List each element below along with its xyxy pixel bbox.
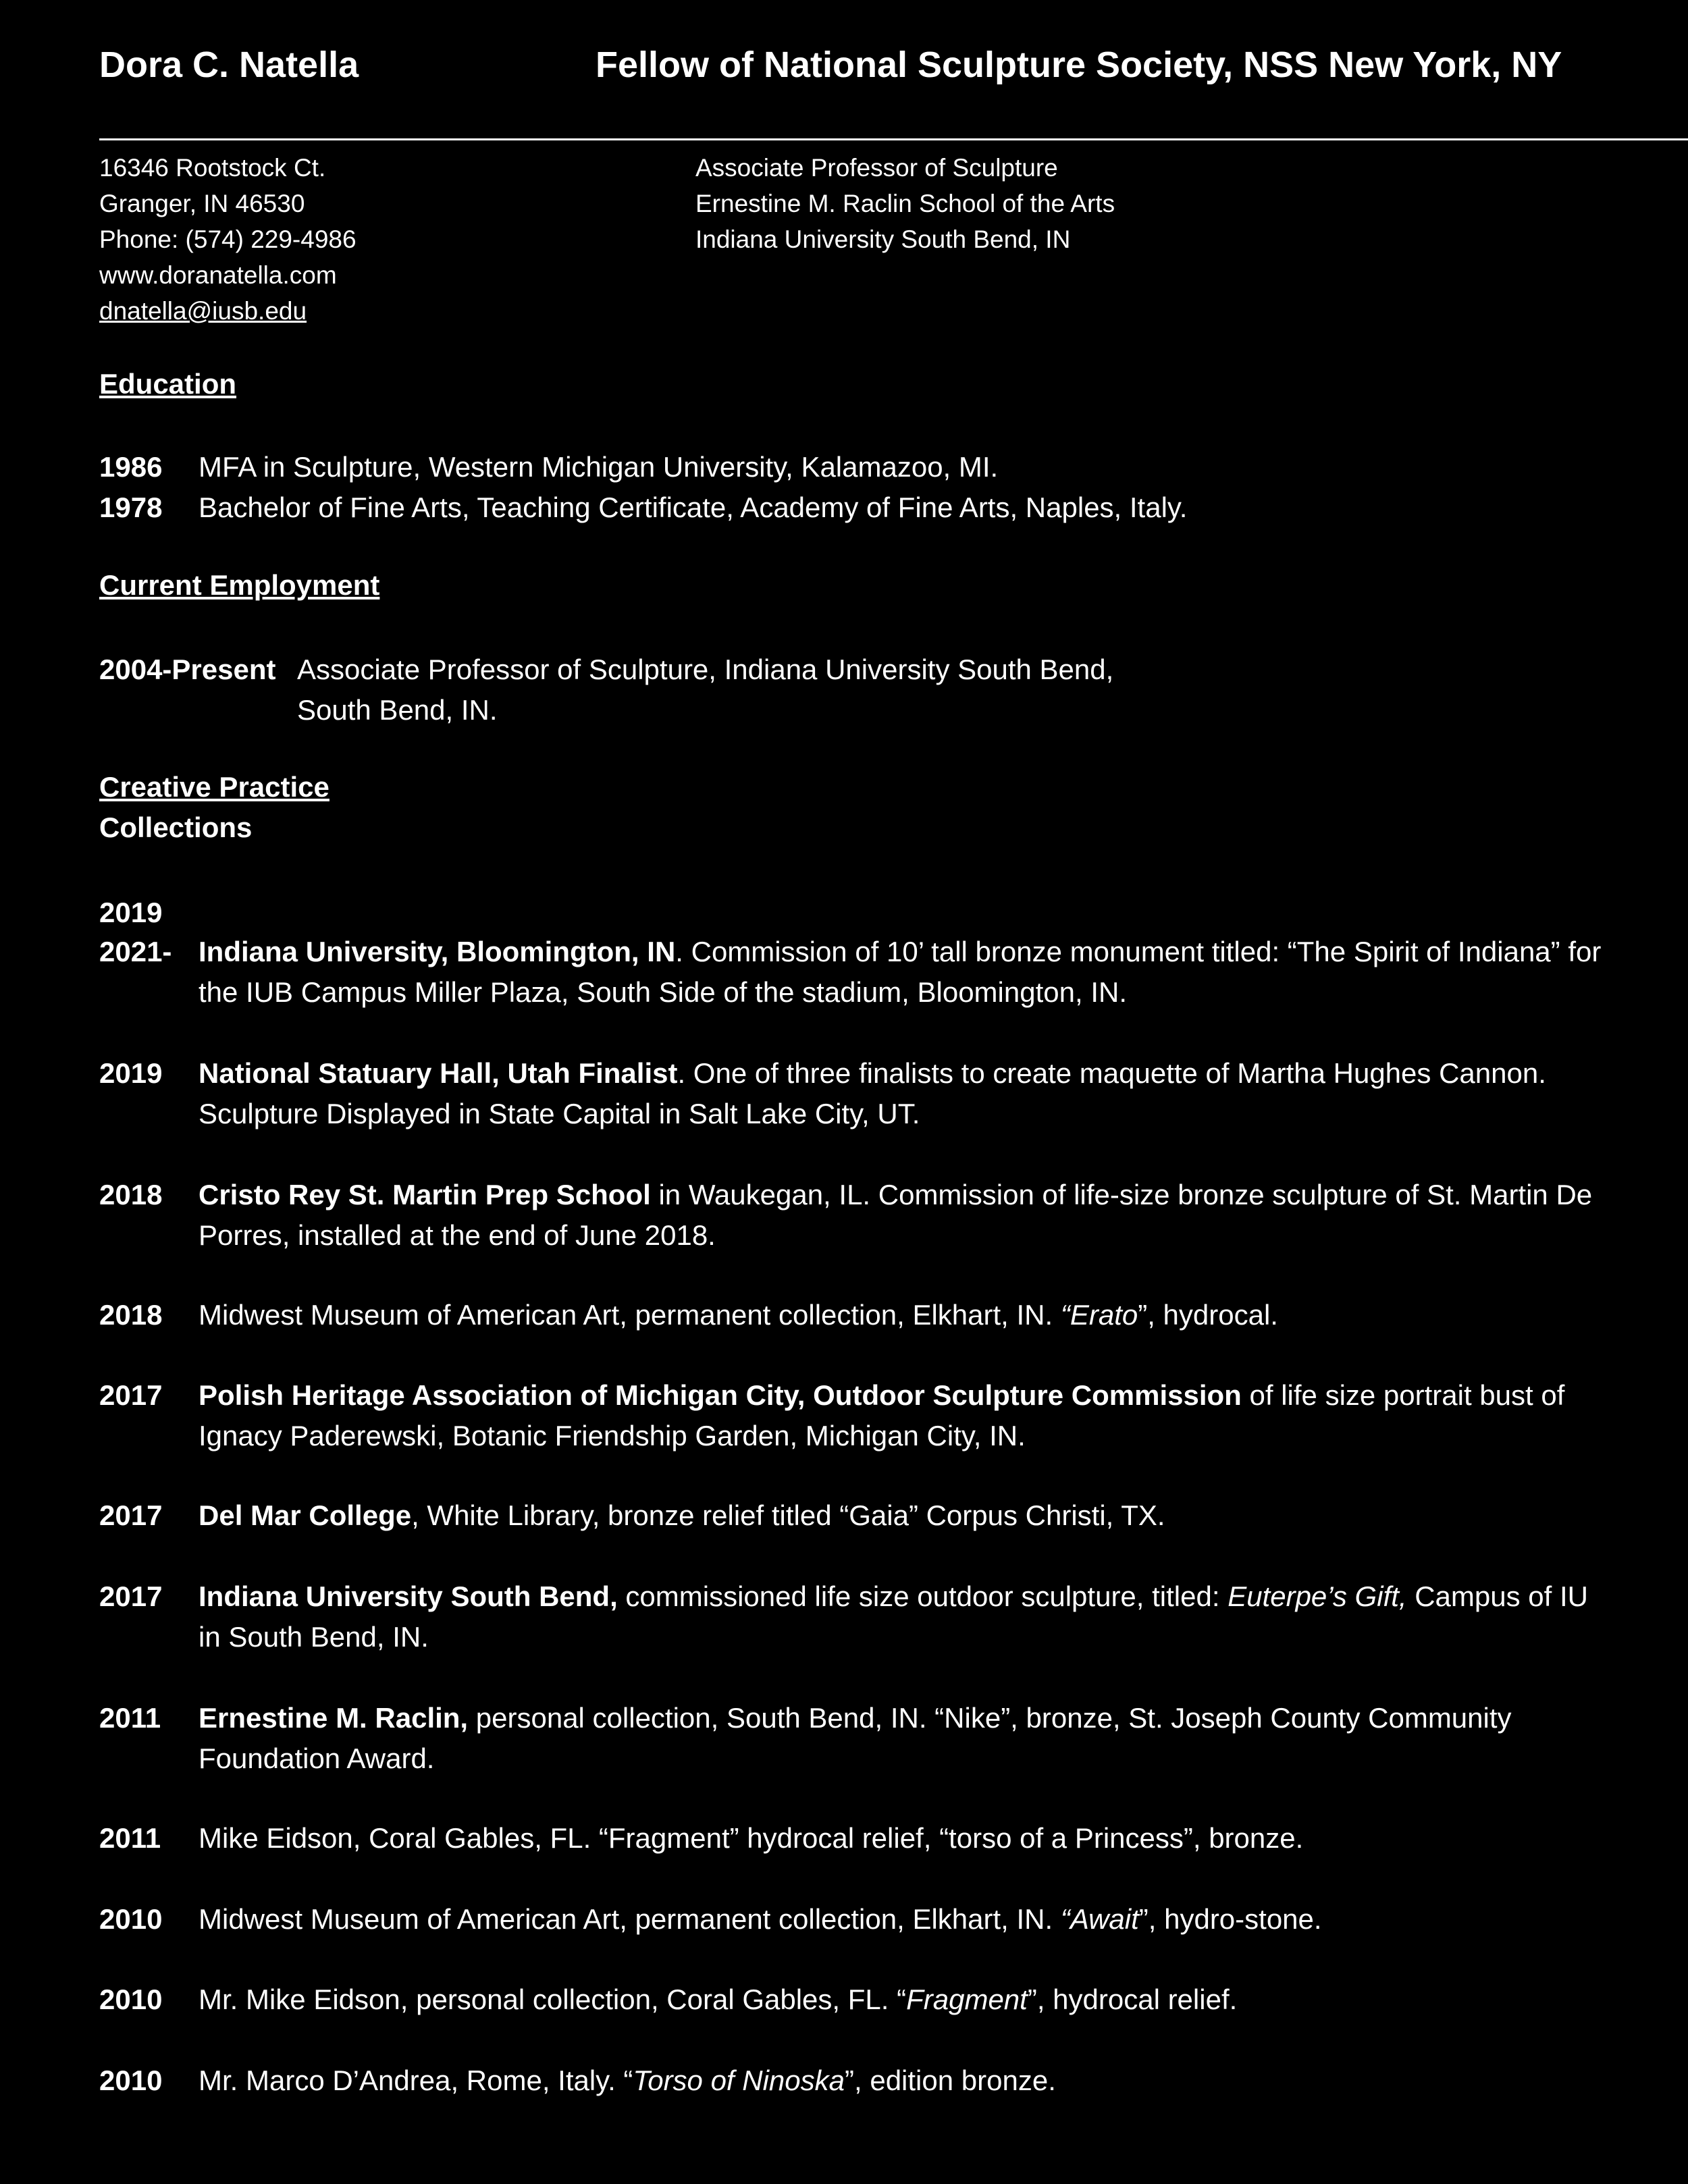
collection-title: Del Mar College (199, 1499, 412, 1531)
collection-year: 2017 (99, 1499, 163, 1531)
email-link[interactable]: dnatella@iusb.edu (99, 297, 307, 325)
collection-item (99, 1818, 1605, 1859)
collection-year: 2011 (99, 1822, 161, 1854)
collection-detail: Mike Eidson, Coral Gables, FL. “Fragment” hydrocal relief, “torso of a Princess”, bronze. (199, 1822, 1304, 1854)
orphan-year-row (99, 893, 1605, 933)
collection-title: Polish Heritage Association of Michigan City, Outdoor Sculpture Commission (199, 1379, 1242, 1411)
collection-detail-end: ”, edition bronze. (845, 2065, 1056, 2096)
cv-name: Dora C. Natella (99, 45, 359, 85)
collection-detail-end: ”, hydro-stone. (1138, 1903, 1322, 1935)
collection-detail: . Commission of 10’ tall bronze monument titled: “The Spirit of Indiana” for the IUB Campus Miller Plaza, South Side of the stadium, Bloomington, IN. (199, 936, 1602, 1008)
education-year: 1986 (99, 451, 163, 483)
collection-detail: of life size portrait bust of Ignacy Paderewski, Botanic Friendship Garden, Michigan City, IN. (199, 1379, 1565, 1451)
website-link[interactable]: www.doranatella.com (99, 261, 337, 289)
education-heading: Education (99, 368, 237, 400)
address-street: 16346 Rootstock Ct. (99, 154, 326, 182)
collection-item (99, 1495, 1605, 1536)
collection-title: Cristo Rey St. Martin Prep School (199, 1179, 651, 1210)
collection-detail: Midwest Museum of American Art, permanent collection, Elkhart, IN. (199, 1903, 1061, 1935)
affiliation-title: Associate Professor of Sculpture (695, 154, 1058, 182)
artwork-title: Euterpe’s Gift, (1228, 1580, 1407, 1612)
education-text: Bachelor of Fine Arts, Teaching Certificate, Academy of Fine Arts, Naples, Italy. (199, 491, 1188, 523)
phone: Phone: (574) 229-4986 (99, 225, 357, 253)
header-divider (99, 138, 1688, 140)
education-item (99, 487, 1605, 528)
collection-year: 2010 (99, 1983, 163, 2015)
employment-item (99, 649, 1605, 730)
collection-item (99, 1375, 1605, 1456)
collection-detail: Mr. Marco D’Andrea, Rome, Italy. “ (199, 2065, 633, 2096)
collection-year: 2019 (99, 897, 163, 928)
collection-year: 2018 (99, 1179, 163, 1210)
collection-title: Indiana University, Bloomington, IN (199, 936, 676, 967)
contact-block (99, 150, 357, 329)
collection-detail-end: Campus of IU in South Bend, IN. (199, 1580, 1588, 1653)
collection-item (99, 2060, 1605, 2101)
collection-item (99, 1698, 1605, 1779)
collection-item (99, 1979, 1605, 2020)
collection-year: 2018 (99, 1299, 163, 1331)
collection-item (99, 1175, 1605, 1256)
collection-detail: . One of three finalists to create maquette of Martha Hughes Cannon. Sculpture Displayed in State Capital in Salt Lake City, UT. (199, 1057, 1546, 1129)
collection-detail: commissioned life size outdoor sculpture, titled: (617, 1580, 1228, 1612)
affiliation-university: Indiana University South Bend, IN (695, 225, 1071, 253)
fellowship-title: Fellow of National Sculpture Society, NSS New York, NY (596, 45, 1562, 85)
collection-detail: , White Library, bronze relief titled “Gaia” Corpus Christi, TX. (411, 1499, 1165, 1531)
collection-title: National Statuary Hall, Utah Finalist (199, 1057, 678, 1089)
affiliation-block (695, 150, 1115, 257)
collection-item (99, 1295, 1605, 1335)
collection-item (99, 1576, 1605, 1657)
employment-line-2: South Bend, IN. (297, 694, 498, 726)
collection-title: Ernestine M. Raclin, (199, 1702, 469, 1734)
collection-detail-end: ”, hydrocal. (1138, 1299, 1278, 1331)
artwork-title: Torso of Ninoska (633, 2065, 845, 2096)
collection-year: 2011 (99, 1702, 161, 1734)
collections-subheading: Collections (99, 811, 253, 843)
employment-text (297, 649, 1605, 730)
collection-year: 2021- (99, 936, 172, 967)
collection-year: 2017 (99, 1580, 163, 1612)
collection-detail: in Waukegan, IL. Commission of life-size bronze sculpture of St. Martin De Porres, installed at the end of June 2018. (199, 1179, 1593, 1251)
collection-item (99, 1899, 1605, 1940)
collection-title: Indiana University South Bend, (199, 1580, 618, 1612)
collection-year: 2010 (99, 1903, 163, 1935)
collection-item (99, 932, 1605, 1013)
education-year: 1978 (99, 491, 163, 523)
collection-detail-end: ”, hydrocal relief. (1027, 1983, 1238, 2015)
employment-line-1: Associate Professor of Sculpture, Indiana University South Bend, (297, 654, 1114, 685)
artwork-title: Fragment (906, 1983, 1028, 2015)
collection-year: 2019 (99, 1057, 163, 1089)
collection-item (99, 1053, 1605, 1134)
collection-detail: Midwest Museum of American Art, permanent collection, Elkhart, IN. (199, 1299, 1061, 1331)
affiliation-school: Ernestine M. Raclin School of the Arts (695, 190, 1115, 217)
creative-practice-heading: Creative Practice (99, 771, 329, 803)
collection-year: 2010 (99, 2065, 163, 2096)
employment-heading: Current Employment (99, 569, 380, 601)
artwork-title: “Await (1060, 1903, 1139, 1935)
employment-year: 2004-Present (99, 654, 276, 685)
address-city: Granger, IN 46530 (99, 190, 305, 217)
collection-detail: Mr. Mike Eidson, personal collection, Coral Gables, FL. “ (199, 1983, 907, 2015)
artwork-title: “Erato (1060, 1299, 1138, 1331)
education-item (99, 447, 1605, 487)
collection-year: 2017 (99, 1379, 163, 1411)
education-text: MFA in Sculpture, Western Michigan University, Kalamazoo, MI. (199, 451, 999, 483)
collection-detail: personal collection, South Bend, IN. “Nike”, bronze, St. Joseph County Community Foundation Award. (199, 1702, 1512, 1774)
